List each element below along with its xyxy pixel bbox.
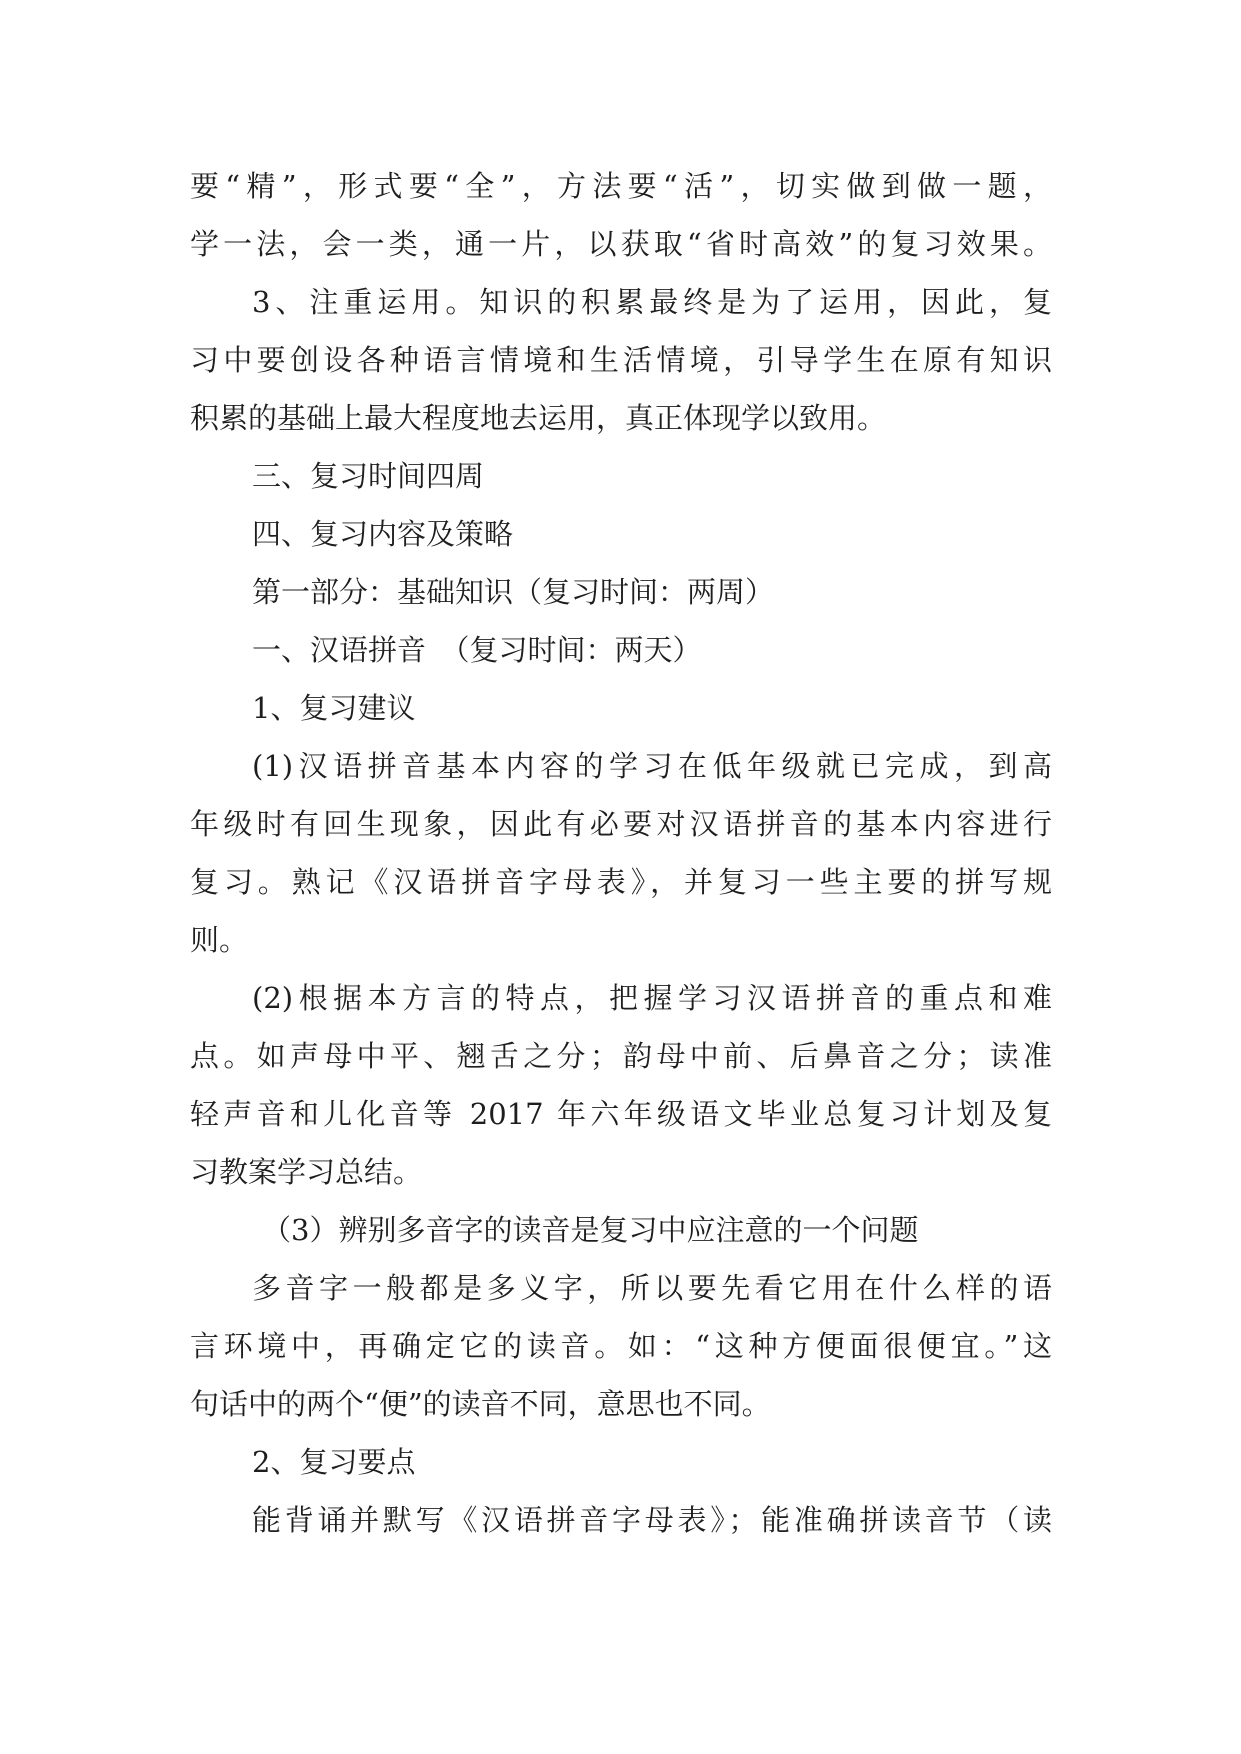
item-heading: 1、复习建议 — [252, 691, 416, 725]
body-text-line: 句话中的两个“便”的读音不同，意思也不同。 — [190, 1387, 771, 1421]
body-text-line: 点。如声母中平、翘舌之分；韵母中前、后鼻音之分；读准 — [190, 1039, 1052, 1073]
body-text-line: 年级时有回生现象，因此有必要对汉语拼音的基本内容进行 — [190, 807, 1052, 841]
body-text-line: 学一法，会一类，通一片，以获取“省时高效”的复习效果。 — [190, 227, 1052, 261]
body-text-line: 能背诵并默写《汉语拼音字母表》；能准确拼读音节（读 — [252, 1503, 1052, 1537]
body-text-line: 复习。熟记《汉语拼音字母表》，并复习一些主要的拼写规 — [190, 865, 1052, 899]
item-heading: （3）辨别多音字的读音是复习中应注意的一个问题 — [262, 1213, 919, 1247]
body-text-line: 多音字一般都是多义字，所以要先看它用在什么样的语 — [252, 1271, 1052, 1305]
body-text-line: 习中要创设各种语言情境和生活情境，引导学生在原有知识 — [190, 343, 1052, 377]
body-text-line: 积累的基础上最大程度地去运用，真正体现学以致用。 — [190, 401, 887, 435]
body-text-line: (1)汉语拼音基本内容的学习在低年级就已完成，到高 — [252, 749, 1052, 783]
body-text-line: (2)根据本方言的特点，把握学习汉语拼音的重点和难 — [252, 981, 1052, 1015]
body-text-line: 要“精”，形式要“全”，方法要“活”，切实做到做一题， — [190, 169, 1052, 203]
subsection-heading: 一、汉语拼音 （复习时间：两天） — [252, 633, 702, 667]
part-heading: 第一部分：基础知识（复习时间：两周） — [252, 575, 775, 609]
body-text-line: 习教案学习总结。 — [190, 1155, 423, 1189]
section-heading: 四、复习内容及策略 — [252, 517, 514, 551]
section-heading: 三、复习时间四周 — [252, 459, 485, 493]
item-heading: 2、复习要点 — [252, 1445, 416, 1479]
body-text-line: 轻声音和儿化音等 2017 年六年级语文毕业总复习计划及复 — [190, 1097, 1052, 1131]
body-text-line: 3、注重运用。知识的积累最终是为了运用，因此，复 — [252, 285, 1052, 319]
body-text-line: 则。 — [190, 923, 249, 957]
body-text-line: 言环境中，再确定它的读音。如：“这种方便面很便宜。”这 — [190, 1329, 1052, 1363]
